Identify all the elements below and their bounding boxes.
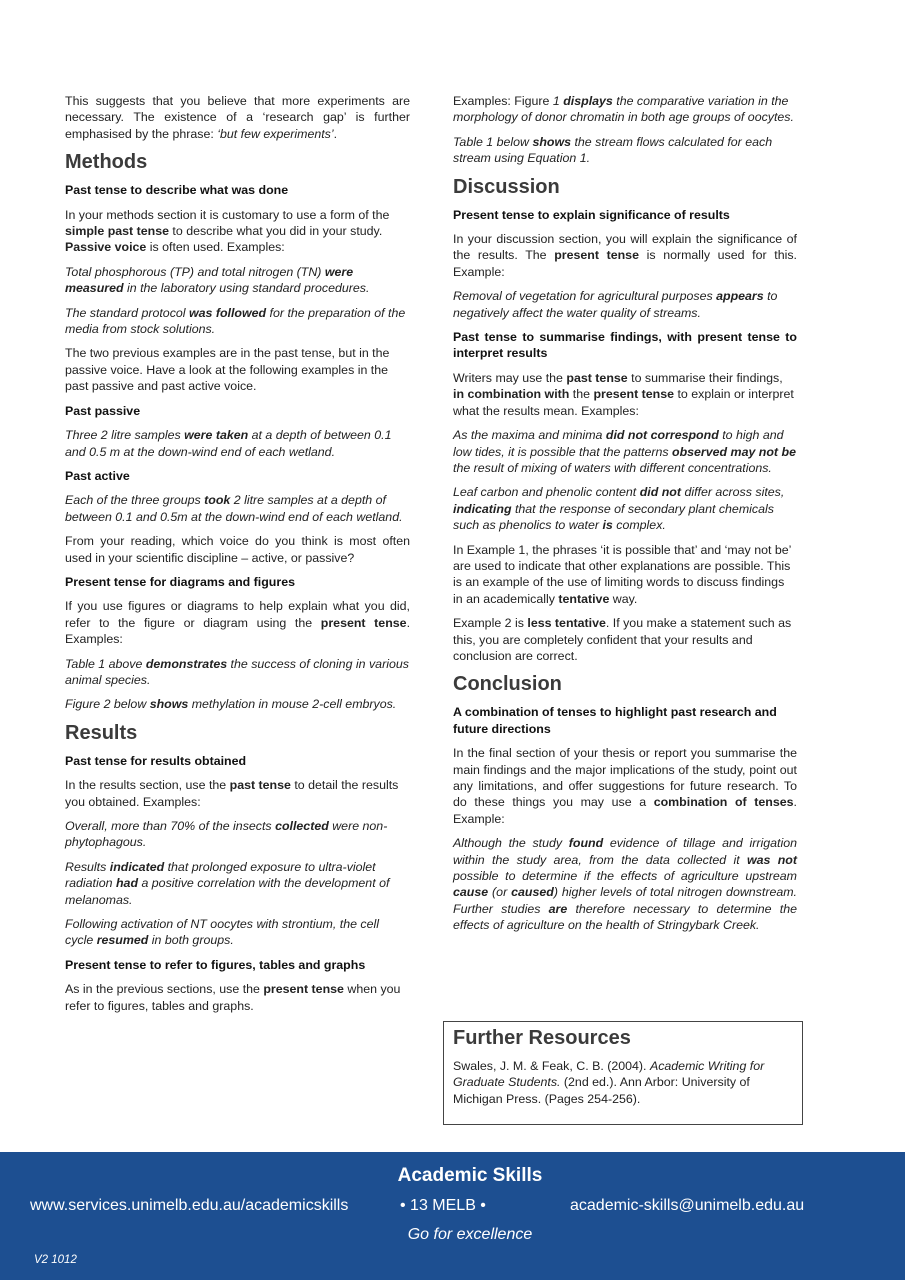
subheading: Past tense to summarise findings, with present tense to interpret results bbox=[453, 330, 797, 361]
section-heading: Results bbox=[65, 721, 138, 744]
example-sentence: The standard protocol was followed for the preparation of the media from stock solutions. bbox=[65, 305, 406, 337]
example-sentence: Table 1 above demonstrates the success of cloning in various animal species. bbox=[65, 656, 409, 687]
section-heading: Methods bbox=[65, 151, 148, 174]
footer-location: • 13 MELB • bbox=[400, 1197, 486, 1214]
paragraph: If you use figures or diagrams to help explain what you did, refer to the figure or diagram using the present tense. Examples: bbox=[65, 599, 411, 647]
subheading: Past passive bbox=[65, 403, 141, 418]
version-label: V2 1012 bbox=[34, 1254, 77, 1266]
footer-title: Academic Skills bbox=[397, 1165, 543, 1186]
paragraph: As in the previous sections, use the present tense when you refer to figures, tables and graphs. bbox=[65, 982, 401, 1013]
section-heading: Discussion bbox=[453, 175, 560, 198]
example-sentence: Overall, more than 70% of the insects collected were non-phytophagous. bbox=[65, 819, 388, 850]
section-heading: Conclusion bbox=[453, 673, 562, 696]
reference-citation: Swales, J. M. & Feak, C. B. (2004). Academic Writing for Graduate Students. (2nd ed.). Ann Arbor: University of Michigan Press. (Pages 254-256). bbox=[453, 1059, 765, 1106]
subheading: Present tense for diagrams and figures bbox=[65, 574, 295, 589]
example-sentence: As the maxima and minima did not correspond to high and low tides, it is possible that the patterns observed may not be the result of mixing of waters with different concentrations. bbox=[453, 428, 796, 475]
example-sentence: Each of the three groups took 2 litre samples at a depth of between 0.1 and 0.5m at the down-wind end of each wetland. bbox=[65, 493, 403, 524]
paragraph: In your discussion section, you will explain the significance of the results. The present tense is normally used for this. Example: bbox=[453, 232, 797, 279]
paragraph: In the final section of your thesis or report you summarise the main findings and the major implications of the study, point out any limitations, and offer suggestions for future research. To do these things you may use a combination of tenses. Example: bbox=[453, 746, 797, 826]
footer-tagline: Go for excellence bbox=[407, 1226, 533, 1243]
example-sentence: Following activation of NT oocytes with strontium, the cell cycle resumed in both groups. bbox=[65, 917, 380, 948]
paragraph: Example 2 is less tentative. If you make a statement such as this, you are completely confident that your results and conclusion are correct. bbox=[453, 616, 792, 663]
footer-website-link[interactable]: www.services.unimelb.edu.au/academicskills bbox=[30, 1197, 349, 1214]
paragraph: This suggests that you believe that more experiments are necessary. The existence of a ‘research gap’ is further emphasised by the phrase: ‘but few experiments’. bbox=[65, 94, 410, 141]
paragraph: The two previous examples are in the past tense, but in the passive voice. Have a look at the following examples in the past passive and past active voice. bbox=[65, 346, 390, 394]
example-sentence: Figure 2 below shows methylation in mouse 2-cell embryos. bbox=[65, 697, 397, 712]
right-column bbox=[453, 93, 797, 942]
paragraph: In your methods section it is customary to use a form of the simple past tense to describe what you did in your study. Passive voice is often used. Examples: bbox=[65, 207, 390, 255]
paragraph: Writers may use the past tense to summarise their findings, in combination with the present tense to explain or interpret what the results mean. Examples: bbox=[453, 370, 794, 418]
example-sentence: Removal of vegetation for agricultural purposes appears to negatively affect the water quality of streams. bbox=[453, 289, 778, 320]
subheading: Past tense for results obtained bbox=[65, 753, 247, 768]
footer-banner bbox=[0, 1152, 905, 1280]
example-sentence: Total phosphorous (TP) and total nitrogen (TN) were measured in the laboratory using standard procedures. bbox=[65, 264, 370, 296]
paragraph: From your reading, which voice do you think is most often used in your scientific discipline – active, or passive? bbox=[65, 534, 410, 565]
subheading: Present tense to refer to figures, tables and graphs bbox=[65, 957, 366, 972]
paragraph: In Example 1, the phrases ‘it is possible that’ and ‘may not be’ are used to indicate that other explanations are possible. This is an example of the use of limiting words to discuss findings in an academically tentative way. bbox=[453, 542, 791, 606]
paragraph: In the results section, use the past tense to detail the results you obtained. Examples: bbox=[65, 778, 399, 809]
example-sentence: Table 1 below shows the stream flows calculated for each stream using Equation 1. bbox=[453, 134, 773, 166]
example-sentence: Three 2 litre samples were taken at a depth of between 0.1 and 0.5 m at the down-wind end of each wetland. bbox=[65, 428, 392, 459]
further-resources-box bbox=[443, 1021, 803, 1125]
example-sentence: Results indicated that prolonged exposure to ultra-violet radiation had a positive correlation with the development of melanomas. bbox=[65, 859, 390, 907]
example-sentence: Leaf carbon and phenolic content did not differ across sites, indicating that the response of secondary plant chemicals such as phenolics to water is complex. bbox=[453, 485, 785, 533]
subheading: Past tense to describe what was done bbox=[65, 183, 289, 198]
paragraph: Examples: Figure 1 displays the comparative variation in the morphology of donor chromatin in both age groups of oocytes. bbox=[453, 94, 794, 125]
subheading: A combination of tenses to highlight past research and future directions bbox=[453, 705, 777, 736]
example-sentence: Although the study found evidence of tillage and irrigation within the study area, from the data collected it was not possible to determine if the effects of agriculture upstream cause (or caused) higher levels of total nitrogen downstream. Further studies are therefore necessary to determine the effects of agriculture on the health of Stringybark Creek. bbox=[453, 836, 797, 933]
subheading: Present tense to explain significance of results bbox=[453, 207, 730, 222]
subheading: Past active bbox=[65, 468, 130, 483]
left-column bbox=[65, 93, 410, 1022]
footer-email-link[interactable]: academic-skills@unimelb.edu.au bbox=[570, 1197, 805, 1214]
further-resources-heading: Further Resources bbox=[453, 1027, 631, 1049]
